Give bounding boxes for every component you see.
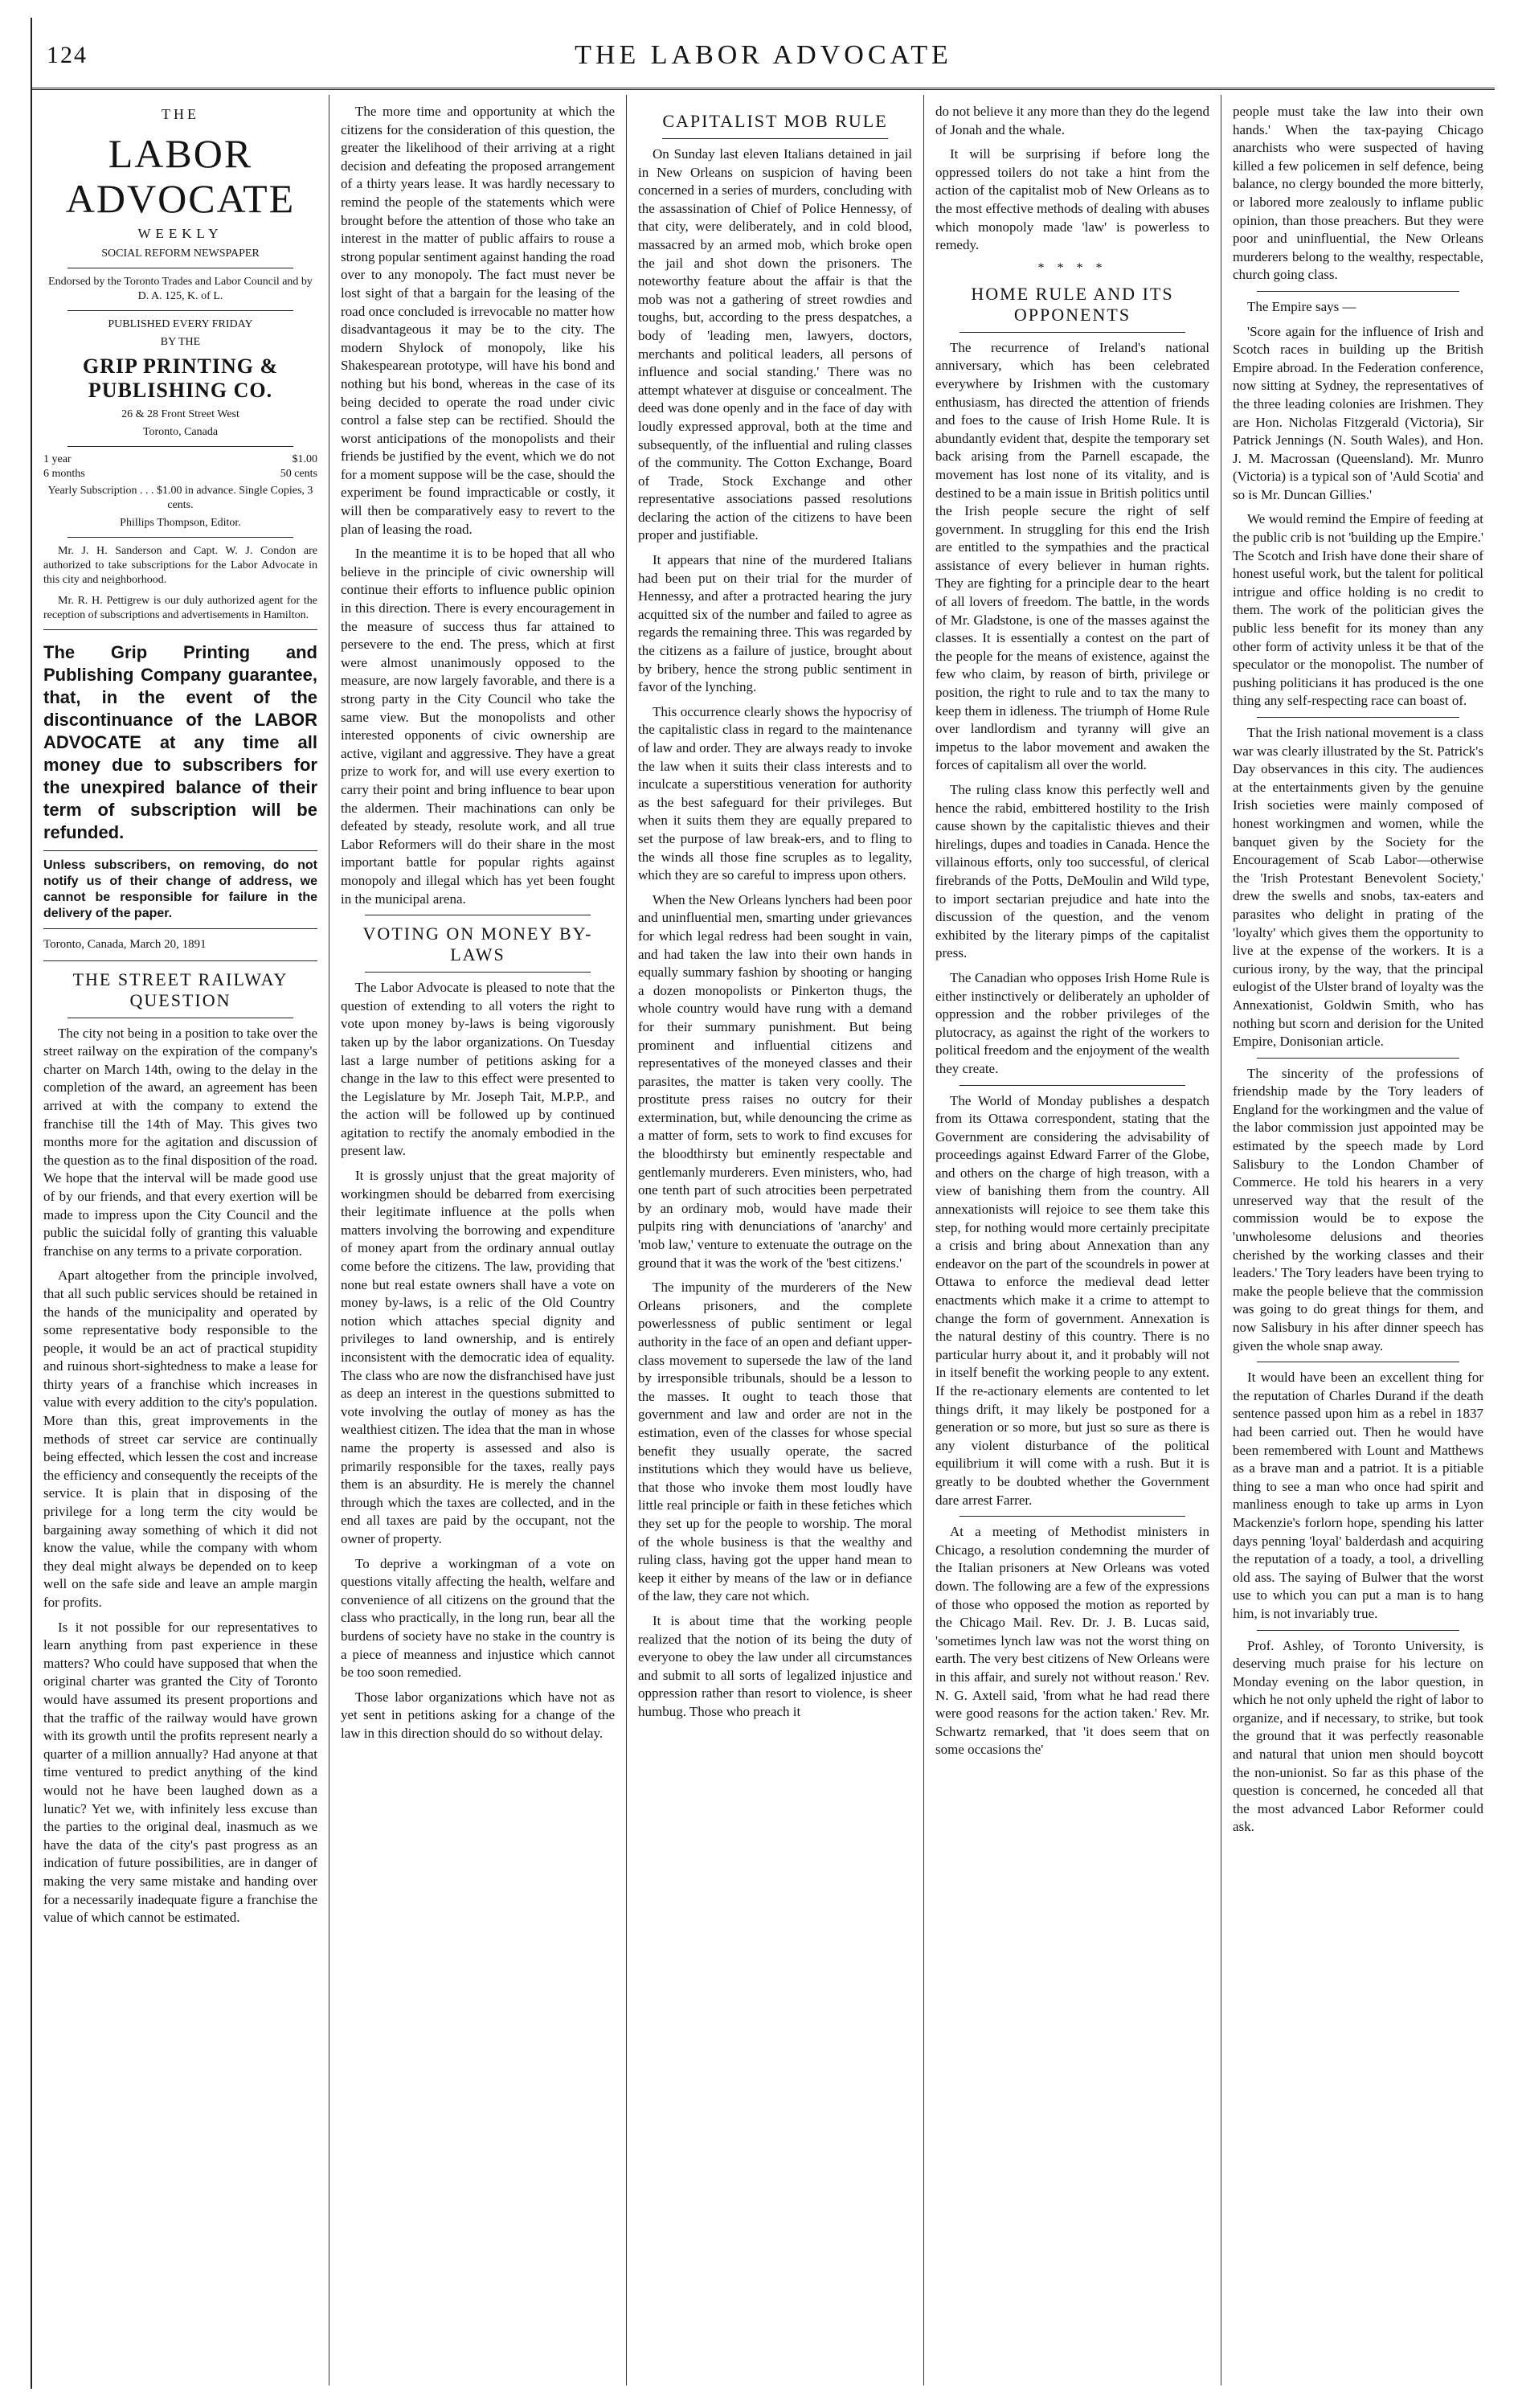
home-rule-headline: HOME RULE AND ITS OPPONENTS (971, 283, 1174, 325)
masthead-endorsement: Endorsed by the Toronto Trades and Labor Council and by D. A. 125, K. of L. (48, 276, 313, 302)
column-2 (329, 95, 627, 2385)
masthead-by: BY THE (160, 336, 201, 348)
agents-notice-1: Mr. J. H. Sanderson and Capt. W. J. Condon are authorized to take subscriptions for the Labor Advocate in this city and neighborhood. (43, 545, 317, 586)
article-paragraph: The Canadian who opposes Irish Home Rule is either instinctively or deliberately an upholder of oppression and the robber privileges of the plutocracy, as against the right of the workers to political freedom and the enjoyment of the wealth they create. (935, 969, 1209, 1076)
article-paragraph: It is about time that the working people realized that the notion of its being the duty of everyone to obey the law under all circumstances and submit to all sorts of legalized injustice and oppression rather than resort to violence, is sheer humbug. Those who preach it (638, 1612, 912, 1719)
masthead-publisher: GRIP PRINTING & PUBLISHING CO. (82, 354, 279, 402)
article-paragraph: Those labor organizations which have not as yet sent in petitions asking for a change of the law in this direction should do so without delay. (341, 1689, 615, 1741)
masthead-subtitle: SOCIAL REFORM NEWSPAPER (101, 248, 260, 260)
masthead-weekly: WEEKLY (137, 226, 223, 241)
street-railway-headline: THE STREET RAILWAY QUESTION (72, 969, 288, 1010)
article-paragraph: The Empire says — (1247, 298, 1356, 314)
article-paragraph: The Labor Advocate is pleased to note that the question of extending to all voters the right to vote upon money by-laws is being vigorously taken up by the labor organizations. On Tuesday last a large number of petitions asking for a change in the law to this effect were presented to the Legislature by Mr. Joseph Tait, M.P.P., and the action will be followed up by continued agitation to rectify the anomaly embodied in the present law. (341, 980, 615, 1159)
article-paragraph: It would have been an excellent thing for the reputation of Charles Durand if the death sentence passed upon him as a rebel in 1837 had been carried out. Then he would have been remembered with Lount and Matthews as a brave man and a patriot. It is a pitiable thing to see a man who once had spirit and manliness enough to take up arms in Lyon Mackenzie's forlorn hope, spending his latter days penning 'loyal' balderdash and acquiring the reputation of a toady, a tool, a drivelling old ass. The saying of Bulwer that the worst use to which you can put a man is to hang him, is not invariably true. (1233, 1370, 1483, 1621)
dateline: Toronto, Canada, March 20, 1891 (43, 938, 207, 951)
article-paragraph: The more time and opportunity at which the citizens for the consideration of this question, the greater the likelihood of their arriving at a right decision and defeating the proposed arrangement of a thirty years lease. It was hardly necessary to remind the people of the statements which were brought before the attention of those who take an interest in the matter of public affairs to rouse a strong popular sentiment against handing the road over to any monopoly. The fact must never be lost sight of that a bargain for the leasing of the road once concluded is irrevocable no matter how disadvantageous it may be to the city. The modern Shylock of monopoly, like his Shakespearean prototype, will have his bond and nothing but his bond, whereas in the case of its being decided to operate the road under civic control a false step can be rectified. Should the worst anticipations of the monopolists and their friends be justified by the event, which we do not for a moment suppose will be the case, should the experiment be found impracticable or costly, it will then be comparatively easy to revert to the plan of leasing the road. (341, 104, 615, 537)
article-paragraph: people must take the law into their own hands.' When the tax-paying Chicago anarchists who were suspected of having killed a few policemen in self defence, being balance, no clergy bounded the more bitterly, or labored more zealously to inflame public opinion, than those preachers. But they were poor and uninfluential, the New Orleans murderers belong to the wealthy, respectable, church going class. (1233, 104, 1483, 283)
running-head: THE LABOR ADVOCATE (575, 40, 952, 70)
article-paragraph: do not believe it any more than they do the legend of Jonah and the whale. (935, 104, 1209, 137)
column-1 (32, 95, 329, 2385)
article-paragraph: The World of Monday publishes a despatch from its Ottawa correspondent, stating that the Government are considering the advisability of proceedings against Edward Farrer of the Globe, and others on the charge of high treason, with a view of banishing them from the country. All annexationists will rejoice to see them take this step, for nothing would more certainly precipitate a crisis and bring about Annexation than any endeavor on the part of the scoundrels in power at Ottawa to enforce the medieval dead letter enactments which make it a crime to attempt to change the form of government. Annexation is the natural destiny of this country. There is no particular hurry about it, and it probably will not in itself benefit the working people to any extent. If the re-actionary elements are contented to let things drift, it may likely be postponed for a generation or so more, but just so sure as there is any violent disturbance of the political equilibrium it will come with a rush. But it is greatly to be doubted whether the Government dare arrest Farrer. (935, 1092, 1209, 1508)
page-number: 124 (47, 42, 88, 68)
article-paragraph: This occurrence clearly shows the hypocrisy of the capitalistic class in regard to the maintenance of law and order. They are always ready to invoke the law when it suits their class interests and to inculcate a superstitious veneration for authority as the best safeguard for their privileges. But when it suits them they are equally prepared to set the purpose of law break-ers, and to fling to the winds all those fine scruples as to legality, which they are so careful to impress upon others. (638, 703, 912, 883)
masthead-title: LABOR ADVOCATE (65, 131, 296, 221)
masthead-subscription: Yearly Subscription . . . $1.00 in advance. Single Copies, 3 cents. (47, 485, 313, 511)
article-paragraph: That the Irish national movement is a class war was clearly illustrated by the St. Patrick's Day observances in this city. The audiences at the entertainments given by the genuine Irish societies were mainly composed of honest workingmen and women, while the banquet given by the Society for the Encouragement of Scab Labor—otherwise the 'Irish Protestant Benevolent Society,' drew the swells and snobs, tax-eaters and parasites who delight in prating of the 'loyalty' which gives them the opportunity to live at the expense of the workers. It is a curious irony, by the way, that the principal eulogist of the Ulster brand of loyalty was the Annexationist, Goldwin Smith, who has nothing but scorn and derision for the United Empire, Donisonian article. (1233, 725, 1483, 1050)
article-paragraph: In the meantime it is to be hoped that all who believe in the principle of civic ownership will continue their efforts to influence public opinion in this direction. There is every encouragement in the measure of success thus far attained to persevere to the end. The press, which at first were almost unanimously opposed to the measure, are now largely favorable, and there is a strong party in the City Council who take the same view. But the monopolists and other interested opponents of civic ownership are active, vigilant and aggressive. They have a great prize to work for, and will use every exertion to carry their point and bring influence to bear upon the aldermen. Their machinations can only be defeated by steady, resolute work, and all true Labor Reformers will do their share in the most important battle for popular rights against monopoly and illegal which has yet been fought in the municipal arena. (341, 546, 615, 907)
section-divider: * * * * (1037, 260, 1107, 275)
removal-notice: Unless subscribers, on removing, do not notify us of their change of address, we cannot be responsible for failure in the delivery of the paper. (43, 858, 317, 920)
column-5 (1221, 95, 1495, 2385)
article-paragraph: On Sunday last eleven Italians detained in jail in New Orleans on suspicion of having been concerned in a series of murders, concluding with the assassination of Chief of Police Hennessy, of that city, were deliberately, and in cold blood, massacred by an armed mob, which broke open the jail and shot down the prisoners. The noteworthy feature about the affair is that the mob was not a gathering of street rowdies and toughs, but, according to the press despatches, a body of 'leading men, lawyers, doctors, merchants and political leaders, all persons of influence and social standing.' There was no attempt whatever at disguise or concealment. The deed was done openly and in the face of day with loudly expressed approval, both at the time and subsequently, of the influential and ruling classes of the community. The Cotton Exchange, Board of Trade, Stock Exchange and other representative associations passed resolutions declaring the action of the citizens to have been proper and justifiable. (638, 146, 912, 543)
rate-row: 6 months 50 cents (43, 468, 317, 480)
article-paragraph: It is grossly unjust that the great majority of workingmen should be debarred from exercising their legitimate influence at the polls when matters involving the borrowing and expenditure of money apart from the ordinary annual outlay come before the citizens. The law, providing that none but real estate owners shall have a vote on money by-laws, is a relic of the Old Country notion which attaches special dignity and privileges to land ownership, and is entirely inconsistent with the democratic idea of equality. The class who are now the disfranchised have just as deep an interest in the questions submitted to vote involving the outlay of money as has the wealthiest citizen. The idea that the man in whose name the property is assessed and also is primarily responsible for the taxes, really pays them is an absurdity. He is merely the channel through which the taxes are collected, and in the end all taxes are paid by the occupant, not the owner of property. (341, 1168, 615, 1546)
article-paragraph: When the New Orleans lynchers had been poor and uninfluential men, smarting under grievances for which legal redress had been sought in vain, and had taken the law into their own hands in equally summary fashion by shooting or hanging a dozen monopolists or Pinkerton thugs, the whole country would have rung with a demand for their summary punishment. But being prominent and influential citizens and representatives of the moneyed classes and their parasites, the matter is taken very coolly. The prostitute press raises no outcry for their extermination, but, while denouncing the crime as a matter of form, sets to work to find excuses for the bloodthirsty but eminently respectable and gentlemanly murderers. Even ministers, who, had one tenth part of such atrocities been perpetrated by an ordinary mob, would have made their pulpits ring with denunciations of 'anarchy' and 'mob law,' venture to extenuate the outrage on the ground that it was the work of the 'best citizens.' (638, 891, 912, 1271)
article-paragraph: To deprive a workingman of a vote on questions vitally affecting the health, welfare and convenience of all citizens on the ground that the class who practically, in the long run, bear all the burdens of society have no stake in the country is a piece of meanness and injustice which cannot be too soon remedied. (341, 1555, 615, 1681)
masthead-editor: Phillips Thompson, Editor. (120, 517, 241, 529)
column-3 (627, 95, 924, 2385)
rate-row: 1 year $1.00 (43, 453, 317, 465)
voting-money-headline: VOTING ON MONEY BY-LAWS (362, 923, 593, 965)
capitalist-mob-headline: CAPITALIST MOB RULE (662, 111, 888, 131)
columns (32, 95, 1495, 2385)
article-paragraph: The city not being in a position to take over the street railway on the expiration of the company's charter on March 14th, owing to the delay in the completion of the award, an agreement has been arrived at with the company to extend the franchise till the 14th of May. This gives two months more for the agitation and discussion of the question as to the final disposition of the road. We hope that the interval will be made good use of by our friends, and that every exertion will be made to impress upon the City Council and the public the suicidal folly of granting this valuable franchise on any terms to a private corporation. (43, 1025, 317, 1259)
newspaper-page (31, 18, 1493, 2389)
article-paragraph: Apart altogether from the principle involved, that all such public services should be retained in the hands of the municipality and operated by some representative body responsible to the people, it would be an act of practical stupidity and ruinous short-sightedness to make a lease for thirty years of a franchise which increases in value with every addition to the city's population. More than this, great improvements in the methods of street car service are continually being effected, which lessen the cost and increase the efficiency and consequently the receipts of the service. It is plain that in disposing of the privilege for a long term the city would be bargaining away something of which it did not know the value, while the company with whom they deal might always be depended on to keep well on the safe side and leave an ample margin for profits. (43, 1267, 317, 1610)
article-paragraph: The sincerity of the professions of friendship made by the Tory leaders of England for the workingmen and the value of the labor commission just appointed may be estimated by the speech made by Lord Salisbury to the London Chamber of Commerce. He told his hearers in a very unreserved way that the result of the commission would be to expose the 'unwholesome delusions and theories cherished by the working classes and their leaders.' The Tory leaders have been trying to make the people believe that the commission was going to do great things for them, and now Salisbury in his after dinner speech has given the whole snap away. (1233, 1065, 1483, 1353)
article-paragraph: The recurrence of Ireland's national anniversary, which has been celebrated everywhere by Irishmen with the customary enthusiasm, has directed the attention of friends and foes to the cause of Irish Home Rule. It is abundantly evident that, despite the temporary set back arising from the Parnell escapade, the movement has lost none of its vitality, and is destined to be a main issue in British politics until the Irish people secure the right of self government. In struggling for this end the Irish are entitled to the sympathies and the practical assistance of every believer in human rights. They are fighting for a principle dear to the heart of all lovers of freedom. The battle, in the words of Mr. Gladstone, is one of the masses against the classes. It is essentially a contest on the part of the people for the means of existence, against the few who claim, by reason of birth, privilege or position, the right to rule and to tax the many to keep them in idleness. The triumph of Home Rule over landlordism and tyranny will give an impetus to the labor movement and awaken the forces of capitalism all over the world. (935, 339, 1209, 773)
guarantee-notice: The Grip Printing and Publishing Company guarantee, that, in the event of the discontinuance of the LABOR ADVOCATE at any time all money due to subscribers for the unexpired balance of their term of subscription will be refunded. (43, 642, 317, 842)
article-paragraph: We would remind the Empire of feeding at the public crib is not 'building up the Empire.' The Scotch and Irish have done their share of honest useful work, but the talent for political intrigue and office holding is no credit to them. The work of the politician gives the public less benefit for its money than any other form of activity unless it be that of the speculator or the monopolist. The number of pushing politicians it has produced is the one thing any self-respecting race can boast of. (1233, 511, 1483, 709)
article-paragraph: At a meeting of Methodist ministers in Chicago, a resolution condemning the murder of the Italian prisoners at New Orleans was voted down. The following are a few of the expressions of those who opposed the motion as reported by the Chicago Mail. Rev. Dr. J. B. Lucas said, 'sometimes lynch law was not the worst thing on earth. The very best citizens of New Orleans were in this affair, and surely not without reason.' Rev. N. G. Axtell said, 'from what he had read there were good reasons for the action taken.' Rev. Mr. Schwartz remarked, that 'it does seem that on some occasions the' (935, 1524, 1209, 1758)
masthead-published: PUBLISHED EVERY FRIDAY (108, 318, 253, 330)
article-paragraph: 'Score again for the influence of Irish and Scotch races in building up the British Empire abroad. In the Federation conference, now sitting at Sydney, the representatives of the three leading colonies are Irishmen. They are Hon. Nicholas Fitzgerald (Victoria), Sir Patrick Jennings (N. South Wales), and Hon. J. M. Macrossan (Queensland). Mr. Munro (Victoria) is a typical son of 'Auld Scotia' and so is Mr. Duncan Gillies.' (1233, 323, 1483, 502)
article-paragraph: It appears that nine of the murdered Italians had been put on their trial for the murder of Hennessy, and after a protracted hearing the jury acquitted six of the number and failed to agree as regards the remaining three. This was regarded by the citizens as a failure of justice, brought about by bribery, hence the strong public sentiment in favor of the lynching. (638, 552, 912, 695)
article-paragraph: Is it not possible for our representatives to learn anything from past experience in these matters? Who could have supposed that when the original charter was granted the City of Toronto would have assumed its present proportions and that the traffic of the railway would have grown with its growth until the profits represent nearly a quarter of a million annually? Had anyone at that time ventured to predict anything of the kind would not he have been laughed down as a lunatic? Yet we, with infinitely less excuse than the parties to the original deal, inasmuch as we have the data of the city's past progress as an indication of future possibilities, are in danger of making the very same mistake and handing over for a necessarily inadequate figure a franchise the value of which cannot be estimated. (43, 1619, 317, 1926)
article-paragraph: It will be surprising if before long the oppressed toilers do not take a hint from the action of the capitalist mob of New Orleans as to the most effective methods of dealing with abuses which monopoly made 'law' is powerless to remedy. (935, 146, 1209, 253)
masthead-the: THE (162, 106, 199, 122)
agents-notice-2: Mr. R. H. Pettigrew is our duly authorized agent for the reception of subscriptions and advertisements in Hamilton. (43, 595, 317, 621)
page-header (32, 18, 1495, 90)
article-paragraph: The ruling class know this perfectly well and hence the rabid, embittered hostility to the Irish cause shown by the capitalistic thieves and their hirelings, dupes and toadies in Canada. Hence the villainous efforts, only too successful, of clerical firebrands of the Potts, DeMoulin and Wild type, to import sectarian prejudice and hate into the discussion of the question, and the venom exhibited by the literary pimps of the capitalist press. (935, 782, 1209, 961)
masthead-address: 26 & 28 Front Street West (121, 408, 239, 420)
column-4 (924, 95, 1221, 2385)
article-paragraph: Prof. Ashley, of Toronto University, is deserving much praise for his lecture on Monday evening on the labor question, in which he not only upheld the right of labor to organize, and if necessary, to strike, but took the ground that it was perfectly reasonable and natural that union men should boycott the non-unionist. So far as this phase of the question is concerned, he conceded all that the most advanced Labor Reformer could ask. (1233, 1637, 1483, 1835)
article-paragraph: The impunity of the murderers of the New Orleans prisoners, and the complete powerlessness of public sentiment or legal authority in the face of an open and defiant upper-class movement to supersede the law of the land by irresponsible tribunals, should be a lesson to the masses. It ought to teach those that government and law and order are not in the estimation, even of the classes for whose special benefit they usually operate, the sacred institutions which they would have us believe, that those who invoke them most loudly have little real principle or faith in these fetiches which they set up for the people to worship. The moral of the whole business is that the wealthy and ruling class, having got the upper hand mean to keep it either by means of the law or in defiance of the law, they care not which. (638, 1280, 912, 1604)
masthead-city: Toronto, Canada (142, 426, 219, 438)
